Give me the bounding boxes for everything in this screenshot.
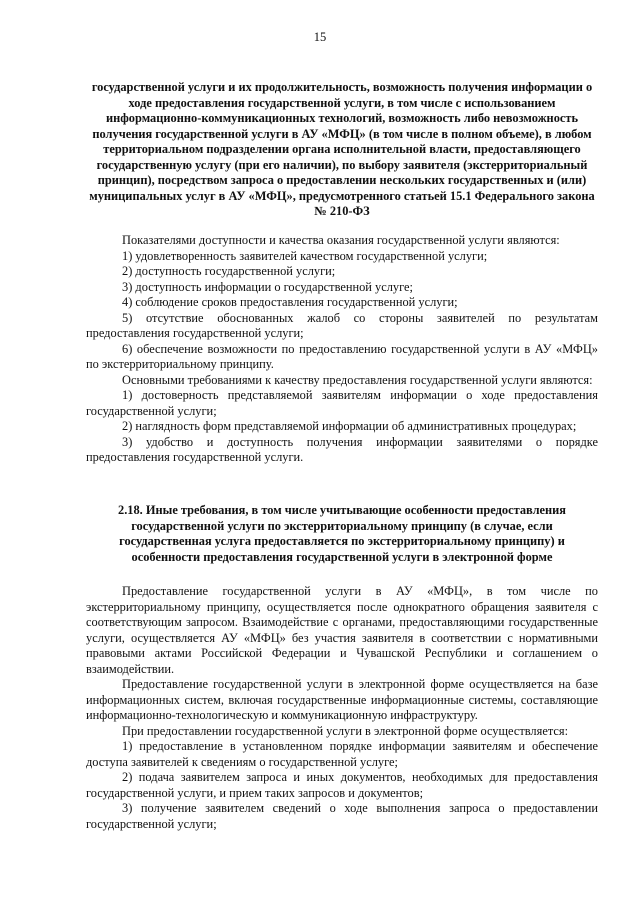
list-item: 1) достоверность представляемой заявителям информации о ходе предоставления государственной услуги; [86, 388, 598, 418]
list-item: 2) подача заявителем запроса и иных документов, необходимых для предоставления государственной услуги, и прием таких запросов и документов; [86, 770, 598, 800]
list-item: 1) удовлетворенность заявителей качеством государственной услуги; [122, 248, 488, 263]
list-item: 3) получение заявителем сведений о ходе выполнения запроса о предоставлении государственной услуги; [86, 801, 598, 831]
section-heading-2-18: 2.18. Иные требования, в том числе учитывающие особенности предоставления государственной услуги по экстерриториальному принципу (в случае, если государственная услуга предоставляется по экстерриториальному принципу) и особенности предоставления государственной услуги в электронной форме [118, 503, 566, 564]
list-item: 1) предоставление в установленном порядке информации заявителям и обеспечение доступа заявителей к сведениям о государственной услуге; [86, 739, 598, 769]
paragraph: Предоставление государственной услуги в АУ «МФЦ», в том числе по экстерриториальному принципу, осуществляется после однократного обращения заявителя с соответствующим запросом. Взаимодействие с органами, предоставляющими государственные услуги, осуществляется АУ «МФЦ» без участия заявителя в соответствии с нормативными правовыми актами Российской Федерации и Чувашской Республики и соглашением о взаимодействии. [86, 584, 598, 676]
page-number: 15 [313, 30, 327, 44]
section-body-2-18 [86, 584, 598, 832]
list-item: 4) соблюдение сроков предоставления государственной услуги; [122, 295, 458, 309]
section-body-accessibility [86, 233, 598, 466]
section-heading-accessibility: государственной услуги и их продолжительность, возможность получения информации о ходе предоставления государственной услуги, в том числе с использованием информационно-коммуникационных технологий, возможность либо невозможность получения государственной услуги в АУ «МФЦ» (в том числе в полном объеме), в любом территориальном подразделении органа исполнительной власти, предоставляющего государственную услугу (при его наличии), по выбору заявителя (экстерриториальный принцип), посредством запроса о предоставлении нескольких государственных и (или) муниципальных услуг в АУ «МФЦ», предусмотренного статьей 15.1 Федерального закона № 210-ФЗ [89, 80, 595, 218]
paragraph: Показателями доступности и качества оказания государственной услуги являются: [122, 233, 560, 247]
list-item: 2) наглядность форм представляемой информации об административных процедурах; [122, 419, 577, 433]
paragraph: Предоставление государственной услуги в электронной форме осуществляется на базе информационных систем, включая государственные информационные системы, составляющие информационно-технологическую и коммуникационную инфраструктуру. [86, 677, 598, 722]
list-item: 3) удобство и доступность получения информации заявителями о порядке предоставления государственной услуги. [86, 434, 598, 464]
list-item: 2) доступность государственной услуги; [122, 264, 336, 278]
paragraph: При предоставлении государственной услуги в электронной форме осуществляется: [122, 723, 569, 738]
paragraph: Основными требованиями к качеству предоставления государственной услуги являются: [122, 372, 593, 387]
list-item: 3) доступность информации о государственной услуге; [122, 279, 413, 294]
list-item: 6) обеспечение возможности по предоставлению государственной услуги в АУ «МФЦ» по экстерриториальному принципу. [86, 341, 598, 371]
list-item: 5) отсутствие обоснованных жалоб со стороны заявителей по результатам предоставления государственной услуги; [86, 310, 598, 340]
